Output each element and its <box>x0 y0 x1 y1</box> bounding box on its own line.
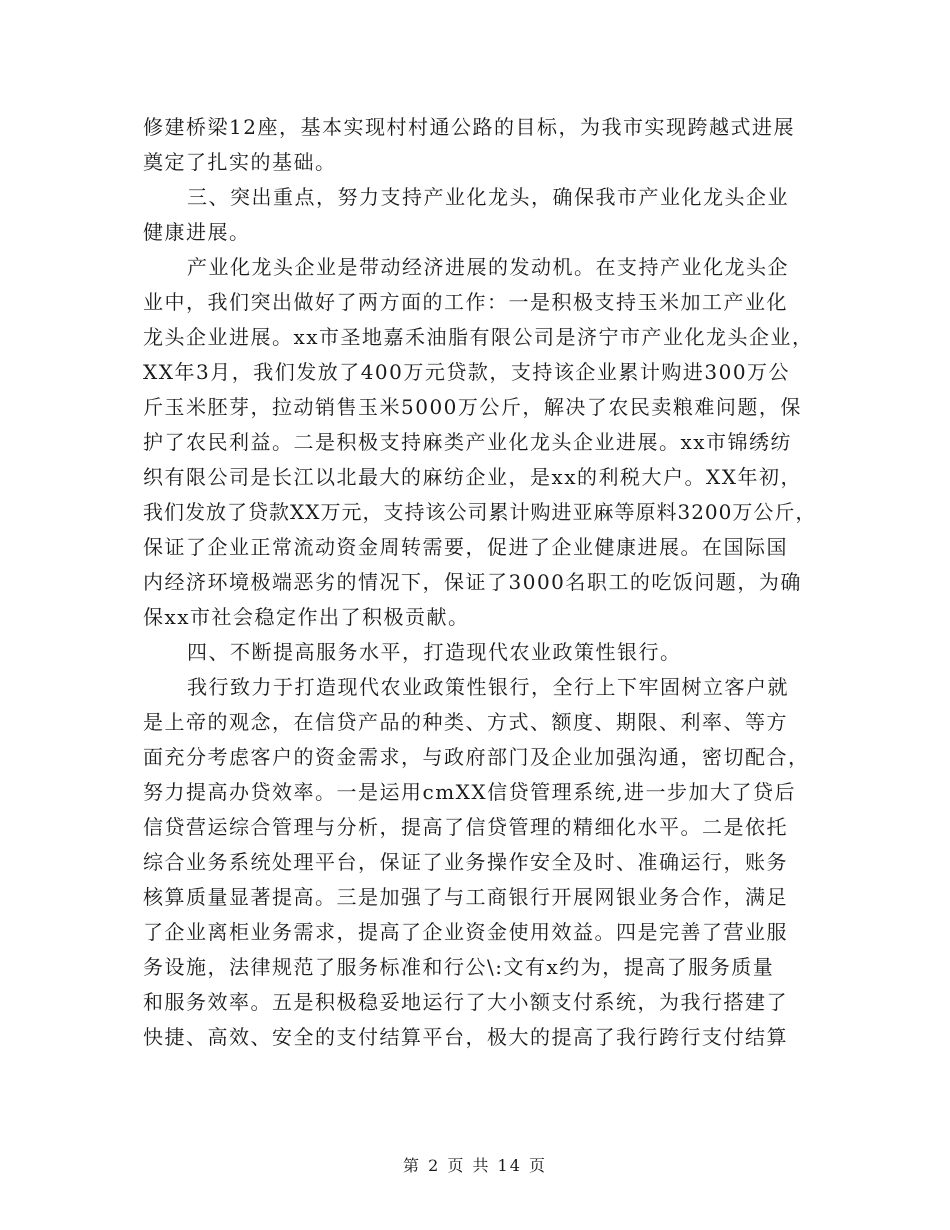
text-line: XX年3月，我们发放了400万元贷款，支持该企业累计购进300万公 <box>143 360 791 384</box>
text-line: 产业化龙头企业是带动经济进展的发动机。在支持产业化龙头企 <box>187 255 789 279</box>
text-line: 了企业离柜业务需求，提高了企业资金使用效益。四是完善了营业服 <box>143 920 788 944</box>
section-heading-continued: 健康进展。 <box>143 220 251 244</box>
text-line: 务设施，法律规范了服务标准和行公\:文有x约为，提高了服务质量 <box>143 955 775 979</box>
text-line: 内经济环境极端恶劣的情况下，保证了3000名职工的吃饭问题，为确 <box>143 570 802 594</box>
text-line: 努力提高办贷效率。一是运用cmXX信贷管理系统,进一步加大了贷后 <box>143 780 796 804</box>
text-line: 我们发放了贷款XX万元，支持该公司累计购进亚麻等原料3200万公斤， <box>143 500 817 524</box>
text-line: 快捷、高效、安全的支付结算平台，极大的提高了我行跨行支付结算 <box>143 1025 788 1049</box>
text-line: 信贷营运综合管理与分析，提高了信贷管理的精细化水平。二是依托 <box>143 815 788 839</box>
text-line: 斤玉米胚芽，拉动销售玉米5000万公斤，解决了农民卖粮难问题，保 <box>143 395 802 419</box>
text-line: 龙头企业进展。xx市圣地嘉禾油脂有限公司是济宁市产业化龙头企业， <box>143 325 814 349</box>
text-line: 修建桥梁12座，基本实现村村通公路的目标，为我市实现跨越式进展 <box>143 115 795 139</box>
text-line: 护了农民利益。二是积极支持麻类产业化龙头企业进展。xx市锦绣纺 <box>143 430 793 454</box>
text-line: 奠定了扎实的基础。 <box>143 150 337 174</box>
page-number-footer: 第 2 页 共 14 页 <box>403 1156 547 1175</box>
text-line: 面充分考虑客户的资金需求，与政府部门及企业加强沟通，密切配合， <box>143 745 810 769</box>
text-line: 保xx市社会稳定作出了积极贡献。 <box>143 605 470 629</box>
text-line: 保证了企业正常流动资金周转需要，促进了企业健康进展。在国际国 <box>143 535 788 559</box>
section-heading: 三、突出重点，努力支持产业化龙头，确保我市产业化龙头企业 <box>187 185 789 209</box>
text-line: 我行致力于打造现代农业政策性银行，全行上下牢固树立客户就 <box>187 675 789 699</box>
text-line: 和服务效率。五是积极稳妥地运行了大小额支付系统，为我行搭建了 <box>143 990 788 1014</box>
text-line: 综合业务系统处理平台，保证了业务操作安全及时、准确运行，账务 <box>143 850 788 874</box>
text-line: 核算质量显著提高。三是加强了与工商银行开展网银业务合作，满足 <box>143 885 788 909</box>
text-line: 织有限公司是长江以北最大的麻纺企业，是xx的利税大户。XX年初， <box>143 465 803 489</box>
section-heading: 四、不断提高服务水平，打造现代农业政策性银行。 <box>187 640 682 664</box>
text-line: 业中，我们突出做好了两方面的工作：一是积极支持玉米加工产业化 <box>143 290 788 314</box>
text-line: 是上帝的观念，在信贷产品的种类、方式、额度、期限、利率、等方 <box>143 710 788 734</box>
